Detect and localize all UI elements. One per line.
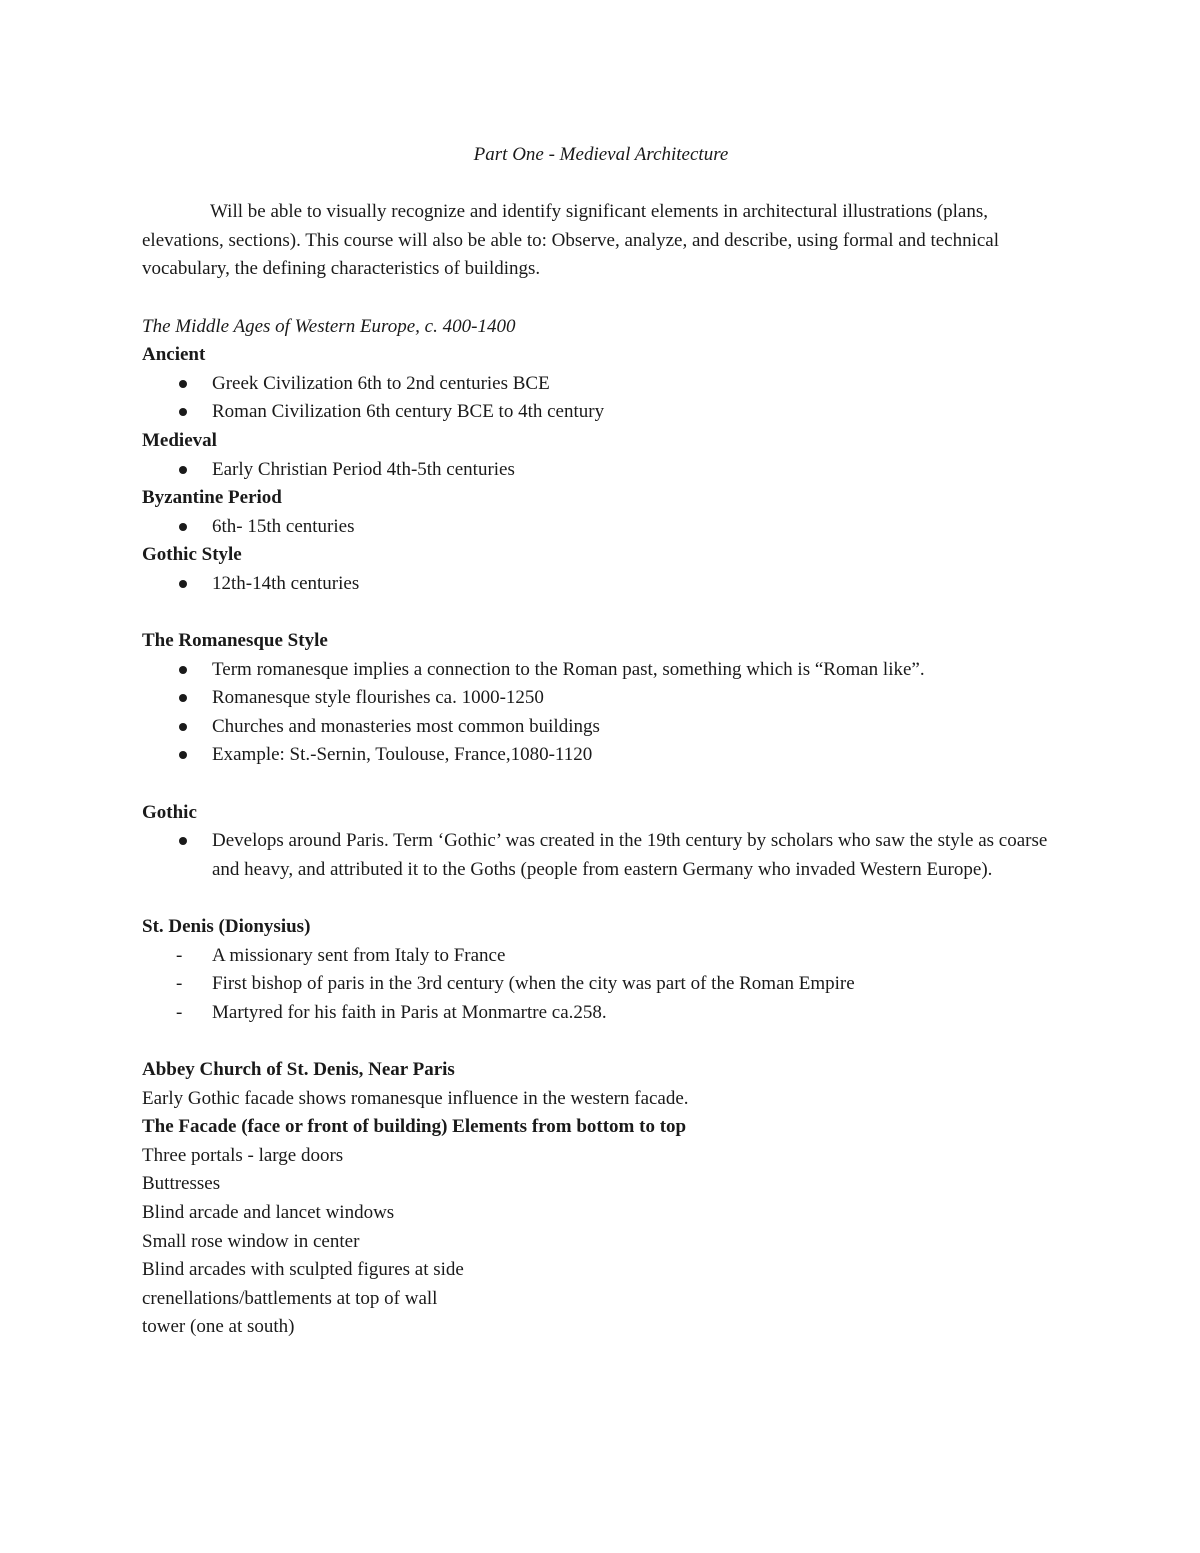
gothic-heading: Gothic	[142, 801, 197, 823]
list-item: Develops around Paris. Term ‘Gothic’ was created in the 19th century by scholars who saw the style as coarse and heavy, and attributed it to the Goths (people from eastern Germany who invaded Western Europe).	[212, 827, 1060, 884]
spacer	[142, 1027, 1060, 1056]
st-denis-heading: St. Denis (Dionysius)	[142, 916, 311, 938]
facade-item: crenellations/battlements at top of wall	[142, 1287, 438, 1309]
list-item: Term romanesque implies a connection to the Roman past, something which is “Roman like”.	[212, 656, 1060, 685]
spacer	[142, 170, 1060, 199]
facade-item: Buttresses	[142, 1173, 221, 1195]
facade-item: Three portals - large doors	[142, 1144, 344, 1166]
list-item: Romanesque style flourishes ca. 1000-1250	[212, 684, 1060, 713]
facade-item: Blind arcade and lancet windows	[142, 1201, 395, 1223]
group-heading-ancient: Ancient	[142, 344, 206, 366]
facade-heading: The Facade (face or front of building) Elements from bottom to top	[142, 1116, 687, 1138]
ancient-list	[142, 370, 1060, 427]
abbey-heading: Abbey Church of St. Denis, Near Paris	[142, 1059, 455, 1080]
group-heading-gothic-style: Gothic Style	[142, 544, 242, 566]
gothic-style-list	[142, 570, 1060, 599]
abbey-description: Early Gothic facade shows romanesque influence in the western facade.	[142, 1087, 689, 1109]
spacer	[142, 284, 1060, 313]
spacer	[142, 770, 1060, 799]
romanesque-heading: The Romanesque Style	[142, 630, 328, 652]
document-title: Part One - Medieval Architecture	[473, 144, 729, 165]
spacer	[142, 599, 1060, 628]
st-denis-list	[142, 942, 1060, 1028]
list-item: Example: St.-Sernin, Toulouse, France,1080-1120	[212, 741, 1060, 770]
group-heading-byzantine: Byzantine Period	[142, 487, 282, 509]
romanesque-list	[142, 656, 1060, 770]
list-item: - A missionary sent from Italy to France	[212, 942, 1060, 971]
list-item: Greek Civilization 6th to 2nd centuries BCE	[212, 370, 1060, 399]
gothic-list	[142, 827, 1060, 884]
facade-item: tower (one at south)	[142, 1316, 295, 1338]
medieval-list	[142, 456, 1060, 485]
list-item: 6th- 15th centuries	[212, 513, 1060, 542]
list-item: - First bishop of paris in the 3rd century (when the city was part of the Roman Empire	[212, 970, 1060, 999]
byzantine-list	[142, 513, 1060, 542]
facade-item: Small rose window in center	[142, 1230, 360, 1252]
group-heading-medieval: Medieval	[142, 429, 217, 451]
facade-item: Blind arcades with sculpted figures at side	[142, 1259, 464, 1281]
list-item: 12th-14th centuries	[212, 570, 1060, 599]
list-item: - Martyred for his faith in Paris at Monmartre ca.258.	[212, 999, 1060, 1028]
intro-paragraph: Will be able to visually recognize and identify significant elements in architectural illustrations (plans, elevations, sections). This course will also be able to: Observe, analyze, and describe, using formal and technical vocabulary, the defining characteristics of buildings.	[142, 201, 1000, 280]
middle-ages-heading: The Middle Ages of Western Europe, c. 400-1400	[142, 315, 516, 337]
list-item: Roman Civilization 6th century BCE to 4th century	[212, 398, 1060, 427]
list-item: Early Christian Period 4th-5th centuries	[212, 456, 1060, 485]
spacer	[142, 884, 1060, 913]
list-item: Churches and monasteries most common buildings	[212, 713, 1060, 742]
